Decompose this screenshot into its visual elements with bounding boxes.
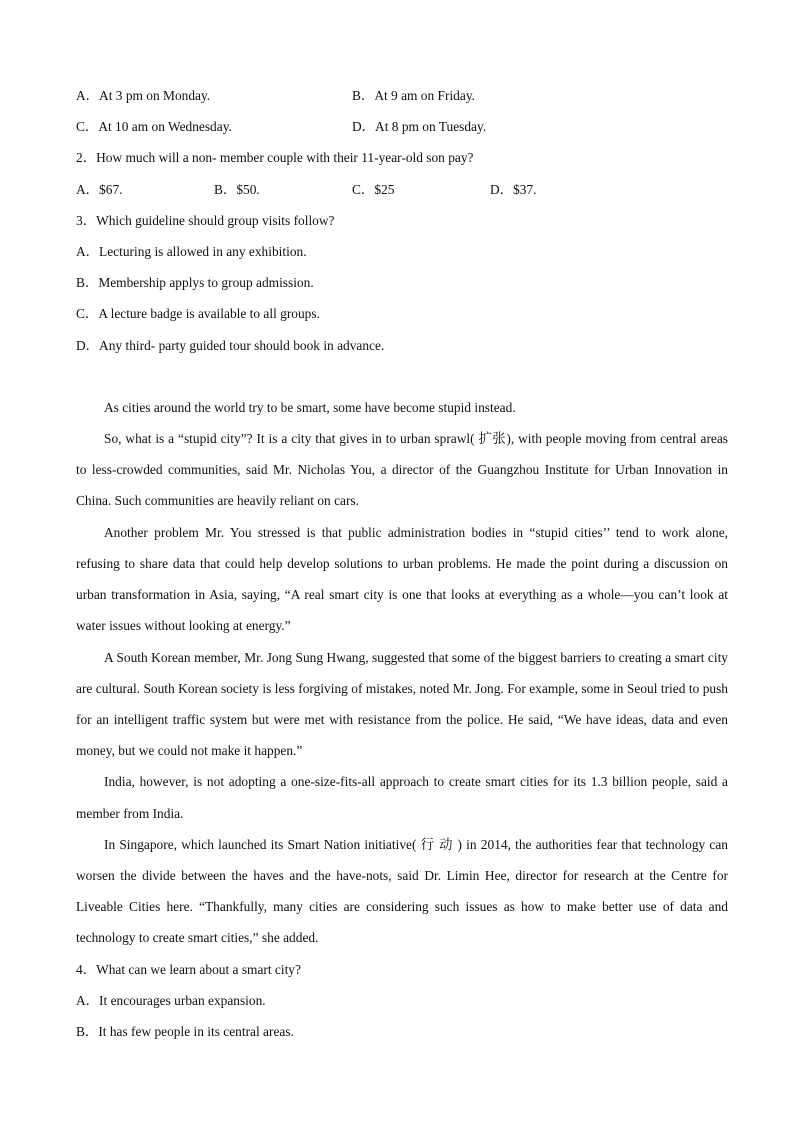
q2-option-a[interactable]: A．$67.: [76, 181, 123, 197]
passage-paragraph-1: As cities around the world try to be smart, some have become stupid instead.: [104, 399, 516, 415]
q1-option-a[interactable]: A．At 3 pm on Monday.: [76, 88, 211, 103]
q4-stem: 4．What can we learn about a smart city?: [76, 961, 301, 977]
q3-option-b[interactable]: B．Membership applys to group admission.: [76, 275, 314, 291]
q2-option-c[interactable]: C．$25: [352, 181, 395, 197]
passage-paragraph-5: India, however, is not adopting a one-size-fits-all approach to create smart cities for its 1.3 billion people, said a member from India.: [76, 774, 728, 821]
q3-option-d[interactable]: D．Any third- party guided tour should book in advance.: [76, 337, 385, 353]
q3-option-a[interactable]: A．Lecturing is allowed in any exhibition.: [76, 243, 307, 259]
q2-stem: 2．How much will a non- member couple with their 11-year-old son pay?: [76, 150, 474, 166]
q4-option-b[interactable]: B．It has few people in its central areas.: [76, 1023, 294, 1039]
q2-option-b[interactable]: B．$50.: [214, 181, 260, 197]
passage-paragraph-2: So, what is a “stupid city”? It is a city that gives in to urban sprawl( 扩张), with people moving from central areas to less-crowded communities, said Mr. Nicholas You, a director of the Guangzhou Institute for Urban Innovation in China. Such communities are heavily reliant on cars.: [76, 431, 728, 509]
q3-stem: 3．Which guideline should group visits follow?: [76, 212, 335, 228]
q4-option-a[interactable]: A．It encourages urban expansion.: [76, 992, 266, 1008]
q3-option-c[interactable]: C．A lecture badge is available to all groups.: [76, 306, 320, 322]
passage-paragraph-4: A South Korean member, Mr. Jong Sung Hwang, suggested that some of the biggest barriers to creating a smart city are cultural. South Korean society is less forgiving of mistakes, noted Mr. Jong. For example, some in Seoul tried to push for an intelligent traffic system but were met with resistance from the police. He said, “We have ideas, data and even money, but we could not make it happen.”: [76, 649, 728, 759]
q2-options-row: [76, 174, 728, 205]
q1-options-row-1: [76, 80, 728, 111]
section-gap: [76, 361, 728, 392]
q1-option-b[interactable]: B．At 9 am on Friday.: [352, 88, 475, 103]
passage-paragraph-3: Another problem Mr. You stressed is that public administration bodies in “stupid cities’’ tend to work alone, refusing to share data that could help develop solutions to urban problems. He made the point during a discussion on urban transformation in Asia, saying, “A real smart city is one that looks at everything as a whole—you can’t look at water issues without looking at energy.”: [76, 524, 728, 634]
q2-option-d[interactable]: D．$37.: [490, 181, 537, 197]
q1-options-row-2: [76, 111, 728, 142]
document-page: [76, 80, 728, 1047]
q1-option-c[interactable]: C．At 10 am on Wednesday.: [76, 119, 232, 135]
passage-paragraph-6: In Singapore, which launched its Smart Nation initiative( 行 动 ) in 2014, the authorities fear that technology can worsen the divide between the haves and the have-nots, said Dr. Limin Hee, director for research at the Centre for Liveable Cities here. “Thankfully, many cities are considering such issues as how to make better use of data and technology to create smart cities,” she added.: [76, 836, 728, 946]
q1-option-d[interactable]: D．At 8 pm on Tuesday.: [352, 119, 487, 135]
